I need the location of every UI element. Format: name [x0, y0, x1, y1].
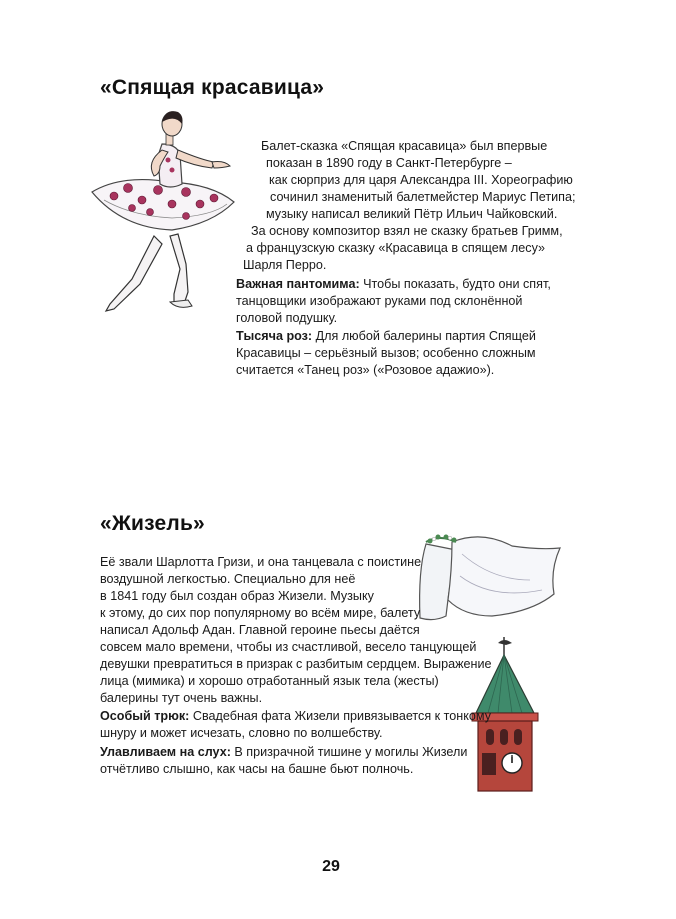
section-title-sleeping-beauty: «Спящая красавица»	[100, 76, 325, 99]
text-line: как сюрприз для царя Александра III. Хореографию	[269, 173, 573, 187]
text-line	[100, 708, 491, 725]
text-line: написал Адольф Адан. Главной героине пьесы даётся	[100, 623, 420, 637]
text-line: Её звали Шарлотта Гризи, и она танцевала с поистине	[100, 555, 422, 569]
text-line: показан в 1890 году в Санкт-Петербурге –	[266, 156, 512, 170]
fact-label: Важная пантомима:	[236, 277, 360, 291]
text-line: Красавицы – серьёзный вызов; особенно сложным	[236, 346, 536, 360]
page-number: 29	[322, 858, 340, 875]
text-line: сочинил знаменитый балетмейстер Мариус Петипа;	[270, 190, 576, 204]
text-line: отчётливо слышно, как часы на башне бьют полночь.	[100, 762, 414, 776]
section-title-giselle: «Жизель»	[100, 512, 205, 535]
ballerina-illustration	[62, 104, 262, 324]
fact-text: Свадебная фата Жизели привязывается к тонкому	[189, 709, 492, 723]
text-line: танцовщики изображают руками под склонённой	[236, 294, 523, 308]
text-line: шнуру и может исчезать, словно по волшебству.	[100, 726, 383, 740]
fact-label: Тысяча роз:	[236, 329, 313, 343]
fact-text: Чтобы показать, будто они спят,	[359, 277, 551, 291]
fact-label: Улавливаем на слух:	[100, 745, 231, 759]
fact-text: Для любой балерины партия Спящей	[312, 329, 536, 343]
text-line	[100, 744, 467, 761]
text-line: считается «Танец роз» («Розовое адажио»).	[236, 363, 495, 377]
veil-illustration	[412, 520, 562, 630]
text-line: балерины тут очень важны.	[100, 691, 263, 705]
text-line: За основу композитор взял не сказку братьев Гримм,	[251, 224, 563, 238]
fact-text: В призрачной тишине у могилы Жизели	[230, 745, 468, 759]
text-line: головой подушку.	[236, 311, 338, 325]
text-line: совсем мало времени, чтобы из счастливой, весело танцующей	[100, 640, 477, 654]
text-line: Балет-сказка «Спящая красавица» был впервые	[261, 139, 548, 153]
text-line: Шарля Перро.	[243, 258, 327, 272]
text-line: к этому, до сих пор популярному во всём мире, балету	[100, 606, 421, 620]
text-line: лица (мимика) и хорошо отработанный язык тела (жесты)	[100, 674, 439, 688]
text-line: девушки превратиться в призрак с разбитым сердцем. Выражение	[100, 657, 492, 671]
fact-label: Особый трюк:	[100, 709, 190, 723]
text-line: а французскую сказку «Красавица в спящем лесу»	[246, 241, 546, 255]
text-line: музыку написал великий Пётр Ильич Чайковский.	[266, 207, 558, 221]
text-line	[236, 328, 536, 345]
text-line: воздушной легкостью. Специально для неё	[100, 572, 356, 586]
text-line: в 1841 году был создан образ Жизели. Музыку	[100, 589, 374, 603]
text-line	[236, 276, 551, 293]
